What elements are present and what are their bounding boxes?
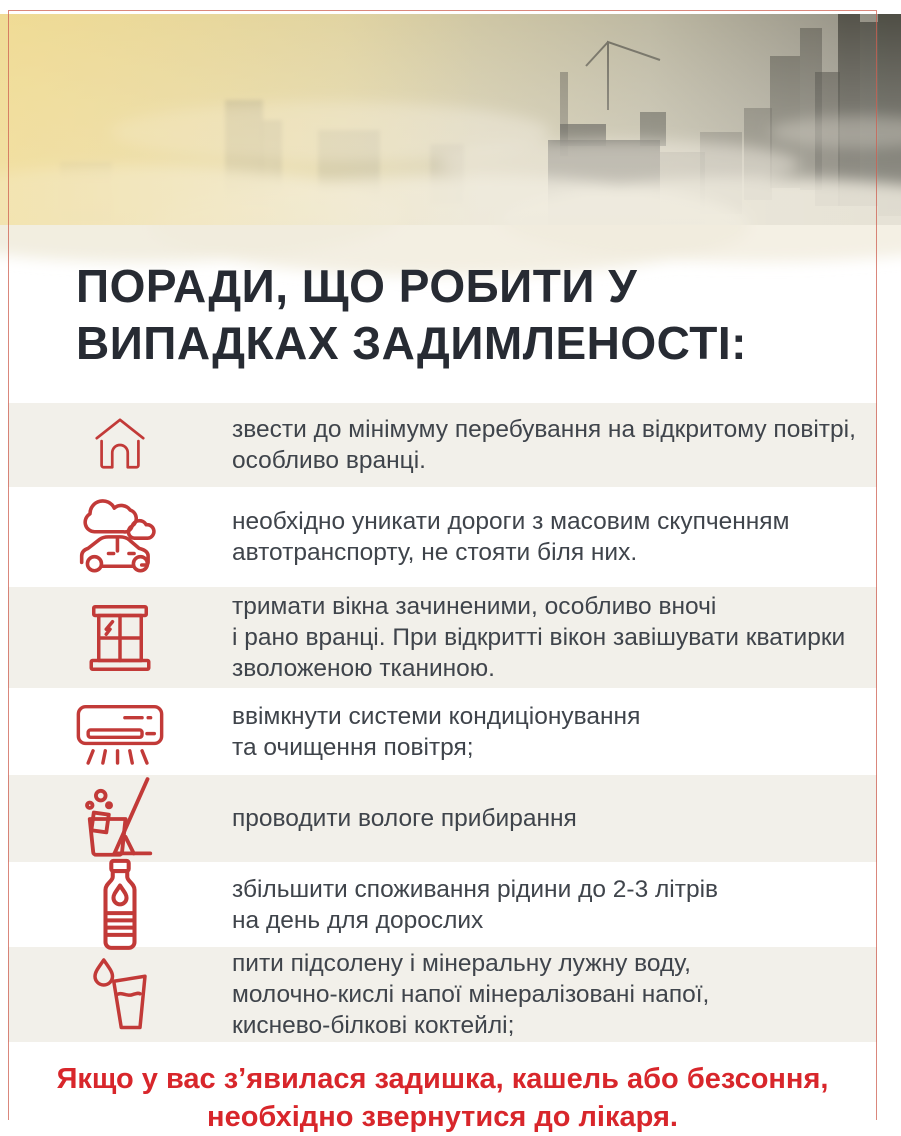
water-bottle-icon bbox=[8, 858, 232, 951]
air-conditioner-icon bbox=[8, 692, 232, 770]
advice-row bbox=[8, 403, 877, 487]
advice-text bbox=[232, 506, 789, 568]
page-title-line1: ПОРАДИ, ЩО РОБИТИ У bbox=[76, 260, 638, 312]
advice-text-line: на день для дорослих bbox=[232, 906, 484, 934]
advice-text-line: автотранспорту, не стояти біля них. bbox=[232, 539, 638, 566]
advice-row bbox=[8, 688, 877, 775]
page-title bbox=[76, 258, 866, 372]
advice-row bbox=[8, 862, 877, 947]
smog-city-illustration bbox=[0, 14, 901, 225]
advice-row bbox=[8, 775, 877, 862]
advice-text-line: та очищення повітря; bbox=[232, 733, 474, 761]
advice-text-line: особливо вранці. bbox=[232, 447, 426, 474]
advice-text-line: ввімкнути системи кондиціонування bbox=[232, 702, 641, 730]
page-title-line2: ВИПАДКАХ ЗАДИМЛЕНОСТІ: bbox=[76, 317, 747, 369]
advice-text-line: киснево-білкові коктейлі; bbox=[232, 1012, 515, 1039]
advice-list bbox=[8, 403, 877, 1042]
advice-row bbox=[8, 947, 877, 1042]
advice-text-line: і рано вранці. При відкритті вікон завішувати кватирки bbox=[232, 624, 846, 651]
advice-text-line: звести до мінімуму перебування на відкритому повітрі, bbox=[232, 416, 856, 443]
advice-row bbox=[8, 487, 877, 587]
advice-text bbox=[232, 803, 577, 834]
warning-text bbox=[8, 1042, 877, 1136]
smog-city-photo bbox=[0, 14, 901, 225]
advice-text-line: тримати вікна зачиненими, особливо вночі bbox=[232, 593, 717, 620]
window-icon bbox=[8, 598, 232, 678]
advice-text-line: необхідно уникати дороги з масовим скупченням bbox=[232, 508, 790, 535]
advice-text bbox=[232, 948, 709, 1041]
house-icon bbox=[8, 414, 232, 476]
advice-text-line: зволоженою тканиною. bbox=[232, 655, 495, 682]
warning-line2: необхідно звернутися до лікаря. bbox=[207, 1101, 678, 1133]
advice-text bbox=[232, 414, 856, 476]
advice-text-line: молочно-кислі напої мінералізовані напої, bbox=[232, 981, 710, 1008]
water-glass-icon bbox=[8, 955, 232, 1035]
advice-text bbox=[232, 591, 845, 684]
mop-bucket-icon bbox=[8, 775, 232, 863]
car-smoke-icon bbox=[8, 496, 232, 578]
advice-text-line: пити підсолену і мінеральну лужну воду, bbox=[232, 950, 691, 977]
advice-text-line: проводити вологе прибирання bbox=[232, 805, 577, 832]
warning-line1: Якщо у вас з’явилася задишка, кашель або безсоння, bbox=[56, 1063, 829, 1095]
advice-text bbox=[232, 874, 718, 936]
advice-text bbox=[232, 701, 640, 763]
advice-text-line: збільшити споживання рідини до 2-3 літрів bbox=[232, 875, 719, 903]
advice-row bbox=[8, 587, 877, 688]
